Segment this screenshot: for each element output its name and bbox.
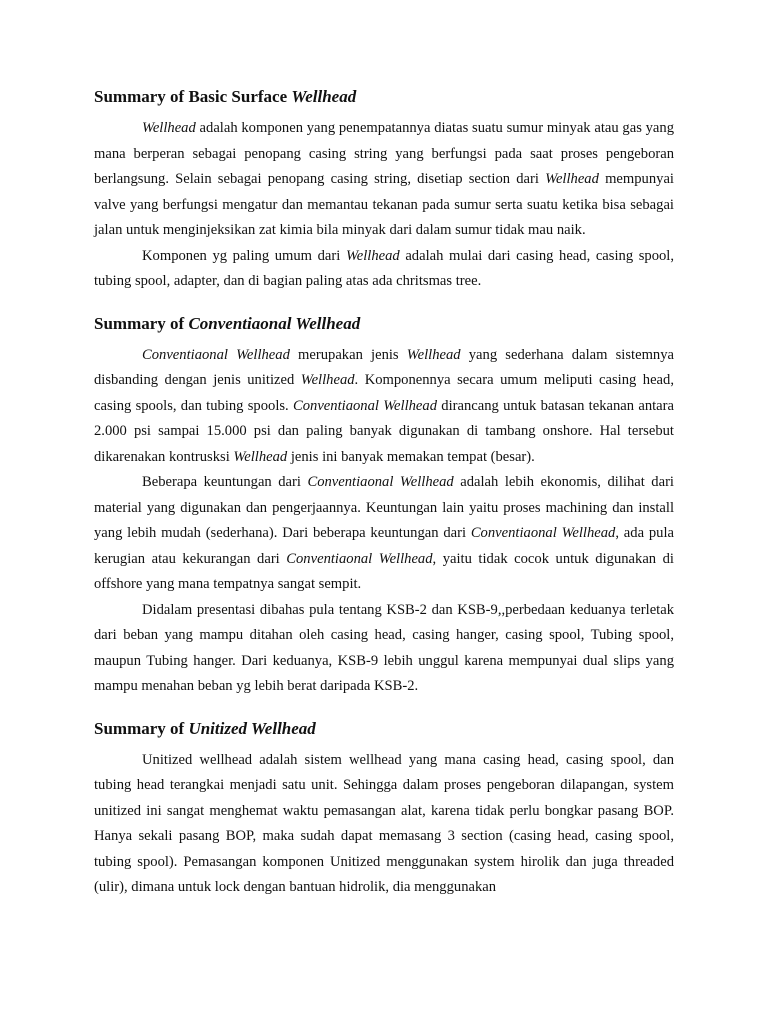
section-unitized-wellhead xyxy=(94,716,674,901)
section-basic-surface-wellhead xyxy=(94,84,674,295)
paragraph: Didalam presentasi dibahas pula tentang KSB-2 dan KSB-9,,perbedaan keduanya terletak dari beban yang mampu ditahan oleh casing head, casing hanger, casing spool, Tubing spool, maupun Tubing hanger. Dari keduanya, KSB-9 lebih unggul karena mempunyai dual slips yang mampu menahan beban yg lebih berat daripada KSB-2. xyxy=(94,601,674,694)
section-conventional-wellhead xyxy=(94,311,674,700)
paragraph: Conventiaonal Wellhead merupakan jenis Wellhead yang sederhana dalam sistemnya disbanding dengan jenis unitized Wellhead. Komponennya secara umum meliputi casing head, casing spools, dan tubing spools. Conventiaonal Wellhead dirancang untuk batasan tekanan antara 2.000 psi sampai 15.000 psi dan paling banyak digunakan di tambang onshore. Hal tersebut dikarenakan kontrusksi Wellhead jenis ini banyak memakan tempat (besar). xyxy=(94,346,674,465)
paragraph: Komponen yg paling umum dari Wellhead adalah mulai dari casing head, casing spool, tubing spool, adapter, dan di bagian paling atas ada chritsmas tree. xyxy=(94,247,674,289)
paragraph: Wellhead adalah komponen yang penempatannya diatas suatu sumur minyak atau gas yang mana berperan sebagai penopang casing string yang berfungsi pada saat proses pengeboran berlangsung. Selain sebagai penopang casing string, disetiap section dari Wellhead mempunyai valve yang berfungsi mengatur dan memantau tekanan pada sumur serta suatu ketika bisa sebagai jalan untuk menginjeksikan zat kimia bila minyak dari dalam sumur tidak mau naik. xyxy=(94,120,674,238)
paragraph: Beberapa keuntungan dari Conventiaonal Wellhead adalah lebih ekonomis, dilihat dari material yang digunakan dan pengerjaannya. Keuntungan lain yaitu proses machining dan install yang lebih mudah (sederhana). Dari beberapa keuntungan dari Conventiaonal Wellhead, ada pula kerugian atau kekurangan dari Conventiaonal Wellhead, yaitu tidak cocok untuk digunakan di offshore yang mana tempatnya sangat sempit. xyxy=(94,474,674,592)
section-heading: Summary of Unitized Wellhead xyxy=(94,718,316,738)
paragraph: Unitized wellhead adalah sistem wellhead yang mana casing head, casing spool, dan tubing head terangkai menjadi satu unit. Sehingga dalam proses pengeboran dilapangan, system unitized ini sangat menghemat waktu pemasangan alat, karena tidak perlu bongkar pasang BOP. Hanya sekali pasang BOP, maka sudah dapat memasang 3 section (casing head, casing spool, tubing spool). Pemasangan komponen Unitized menggunakan system hirolik dan juga threaded (ulir), dimana untuk lock dengan bantuan hidrolik, dia menggunakan xyxy=(94,751,674,895)
section-heading: Summary of Conventiaonal Wellhead xyxy=(94,313,361,333)
section-heading: Summary of Basic Surface Wellhead xyxy=(94,87,357,106)
